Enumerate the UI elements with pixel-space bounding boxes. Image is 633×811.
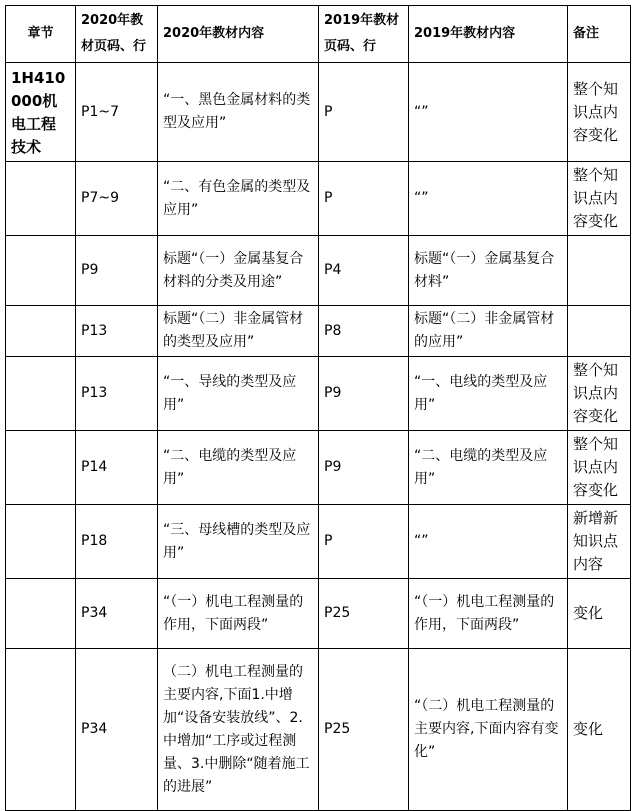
- header-2019-content: 2019年教材内容: [409, 6, 568, 63]
- page-2020-cell: P13: [76, 357, 158, 431]
- page-2020-cell: P18: [76, 505, 158, 579]
- table-row: [6, 236, 631, 306]
- page-2020-cell: P1~7: [76, 63, 158, 162]
- note-cell: 整个知识点内容变化: [568, 162, 631, 236]
- page-2019-cell: P25: [319, 579, 409, 649]
- content-2020-cell: 标题“（一）金属基复合材料的分类及用途”: [158, 236, 319, 306]
- chapter-cell: [6, 649, 76, 811]
- note-cell: 变化: [568, 649, 631, 811]
- content-2020-cell: “一、导线的类型及应用”: [158, 357, 319, 431]
- table-row: [6, 306, 631, 357]
- page-2019-cell: P: [319, 63, 409, 162]
- table-row: [6, 649, 631, 811]
- header-2020-content: 2020年教材内容: [158, 6, 319, 63]
- chapter-cell: [6, 236, 76, 306]
- page-2020-cell: P34: [76, 579, 158, 649]
- page-2020-cell: P13: [76, 306, 158, 357]
- table-row: [6, 431, 631, 505]
- page-2019-cell: P: [319, 505, 409, 579]
- note-cell: 整个知识点内容变化: [568, 63, 631, 162]
- content-2019-cell: 标题“（一）金属基复合材料”: [409, 236, 568, 306]
- chapter-cell: [6, 579, 76, 649]
- content-2019-cell: 标题“（二）非金属管材的应用”: [409, 306, 568, 357]
- content-2020-cell: “二、有色金属的类型及应用”: [158, 162, 319, 236]
- table-row: [6, 357, 631, 431]
- note-cell: 整个知识点内容变化: [568, 431, 631, 505]
- chapter-cell: [6, 505, 76, 579]
- note-cell: [568, 236, 631, 306]
- page-2019-cell: P8: [319, 306, 409, 357]
- note-cell: 整个知识点内容变化: [568, 357, 631, 431]
- header-row: [6, 6, 631, 63]
- header-2019-page: 2019年教材页码、行: [319, 6, 409, 63]
- comparison-table: [5, 5, 631, 811]
- content-2020-cell: “三、母线槽的类型及应用”: [158, 505, 319, 579]
- chapter-cell: 1H410000机电工程技术: [6, 63, 76, 162]
- content-2019-cell: “”: [409, 505, 568, 579]
- content-2020-cell: （二）机电工程测量的主要内容,下面1.中增加“设备安装放线”、2.中增加“工序或过程测量、3.中删除“随着施工的进展”: [158, 649, 319, 811]
- chapter-cell: [6, 162, 76, 236]
- note-cell: 变化: [568, 579, 631, 649]
- chapter-cell: [6, 357, 76, 431]
- page-2019-cell: P4: [319, 236, 409, 306]
- content-2019-cell: “”: [409, 162, 568, 236]
- content-2019-cell: “二、电缆的类型及应用”: [409, 431, 568, 505]
- note-cell: [568, 306, 631, 357]
- page-2020-cell: P7~9: [76, 162, 158, 236]
- header-note: 备注: [568, 6, 631, 63]
- chapter-cell: [6, 431, 76, 505]
- table-row: [6, 579, 631, 649]
- header-chapter: 章节: [6, 6, 76, 63]
- chapter-cell: [6, 306, 76, 357]
- content-2019-cell: “”: [409, 63, 568, 162]
- content-2020-cell: “（一）机电工程测量的作用，下面两段”: [158, 579, 319, 649]
- content-2019-cell: “一、电线的类型及应用”: [409, 357, 568, 431]
- page-2019-cell: P25: [319, 649, 409, 811]
- page-2019-cell: P9: [319, 431, 409, 505]
- content-2020-cell: “二、电缆的类型及应用”: [158, 431, 319, 505]
- content-2019-cell: “（一）机电工程测量的作用，下面两段”: [409, 579, 568, 649]
- table-row: [6, 162, 631, 236]
- page-2020-cell: P34: [76, 649, 158, 811]
- table-row: [6, 505, 631, 579]
- table-row: [6, 63, 631, 162]
- content-2020-cell: “一、黑色金属材料的类型及应用”: [158, 63, 319, 162]
- header-2020-page: 2020年教材页码、行: [76, 6, 158, 63]
- page-2019-cell: P: [319, 162, 409, 236]
- content-2020-cell: 标题“（二）非金属管材的类型及应用”: [158, 306, 319, 357]
- note-cell: 新增新知识点内容: [568, 505, 631, 579]
- page-2020-cell: P14: [76, 431, 158, 505]
- page-2019-cell: P9: [319, 357, 409, 431]
- page-2020-cell: P9: [76, 236, 158, 306]
- content-2019-cell: “（二）机电工程测量的主要内容,下面内容有变化”: [409, 649, 568, 811]
